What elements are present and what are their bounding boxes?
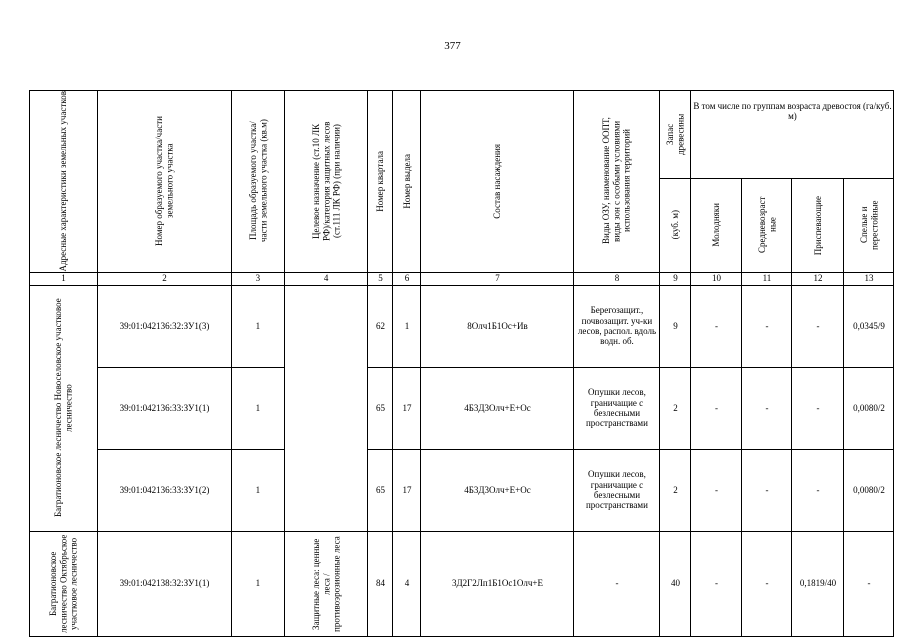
- purpose-cell: Защитные леса: ценные леса /противоэрозионные леса: [284, 531, 368, 636]
- header-zones: Виды ОЗУ, наименование ООПТ, виды зон с особыми условиями использования территорий: [574, 91, 660, 273]
- header-parcel-number: Номер образуемого участка/части земельного участка: [98, 91, 232, 273]
- table-row: [30, 285, 894, 367]
- header-allotment: Номер выдела: [393, 91, 421, 273]
- column-number: 7: [421, 272, 574, 285]
- quarter-cell: 65: [368, 367, 393, 449]
- area-cell: 1: [232, 531, 285, 636]
- parcel-cell: 39:01:042138:32:ЗУ1(1): [98, 531, 232, 636]
- area-cell: 1: [232, 367, 285, 449]
- header-address: Адресные характеристики земельных участков: [30, 91, 98, 273]
- zones-cell: Берегозащит., почвозащит. уч-ки лесов, распол. вдоль водн. об.: [574, 285, 660, 367]
- middle-cell: -: [742, 285, 792, 367]
- composition-cell: 4Б3Д3Олч+Е+Ос: [421, 449, 574, 531]
- header-mature: Спелые и перестойные: [844, 178, 894, 272]
- page-number: 377: [444, 40, 461, 52]
- maturing-cell: -: [792, 285, 844, 367]
- quarter-cell: 62: [368, 285, 393, 367]
- column-number: 5: [368, 272, 393, 285]
- young-cell: -: [691, 531, 742, 636]
- parcel-cell: 39:01:042136:33:ЗУ1(1): [98, 367, 232, 449]
- header-age-groups: В том числе по группам возраста древостоя (га/куб. м): [691, 91, 894, 179]
- header-middle-aged: Средневозраст ные: [742, 178, 792, 272]
- zones-cell: Опушки лесов, граничащие с безлесными пространствами: [574, 449, 660, 531]
- header-young: Молодняки: [691, 178, 742, 272]
- area-cell: 1: [232, 449, 285, 531]
- column-number: 12: [792, 272, 844, 285]
- column-number: 1: [30, 272, 98, 285]
- header-stock-unit: (куб. м): [660, 178, 691, 272]
- mature-cell: 0,0345/9: [844, 285, 894, 367]
- composition-cell: 4Б3Д3Олч+Е+Ос: [421, 367, 574, 449]
- header-composition: Состав насаждения: [421, 91, 574, 273]
- middle-cell: -: [742, 531, 792, 636]
- forest-parcels-table: [29, 90, 894, 637]
- zones-cell: -: [574, 531, 660, 636]
- table-row: [30, 531, 894, 636]
- header-maturing: Приспевающие: [792, 178, 844, 272]
- mature-cell: 0,0080/2: [844, 449, 894, 531]
- young-cell: -: [691, 285, 742, 367]
- mature-cell: 0,0080/2: [844, 367, 894, 449]
- maturing-cell: -: [792, 449, 844, 531]
- quarter-cell: 65: [368, 449, 393, 531]
- column-number: 13: [844, 272, 894, 285]
- table-row: [30, 367, 894, 449]
- allotment-cell: 17: [393, 367, 421, 449]
- column-number: 11: [742, 272, 792, 285]
- stock-cell: 9: [660, 285, 691, 367]
- maturing-cell: -: [792, 367, 844, 449]
- column-number: 4: [284, 272, 368, 285]
- maturing-cell: 0,1819/40: [792, 531, 844, 636]
- quarter-cell: 84: [368, 531, 393, 636]
- column-number: 6: [393, 272, 421, 285]
- young-cell: -: [691, 367, 742, 449]
- header-quarter: Номер квартала: [368, 91, 393, 273]
- allotment-cell: 1: [393, 285, 421, 367]
- table-row: [30, 449, 894, 531]
- header-stock: Запас древесины: [660, 91, 691, 179]
- zones-cell: Опушки лесов, граничащие с безлесными пространствами: [574, 367, 660, 449]
- column-number: 9: [660, 272, 691, 285]
- composition-cell: 8Олч1Б1Ос+Ив: [421, 285, 574, 367]
- column-numbers-row: [30, 272, 894, 285]
- address-cell: Багратионовское лесничество Новоселовское участковое лесничество: [30, 285, 98, 531]
- header-area: Площадь образуемого участка/части земельного участка (кв.м): [232, 91, 285, 273]
- allotment-cell: 17: [393, 449, 421, 531]
- middle-cell: -: [742, 449, 792, 531]
- purpose-cell-empty: [284, 285, 368, 531]
- composition-cell: 3Д2Г2Лп1Б1Ос1Олч+Е: [421, 531, 574, 636]
- mature-cell: -: [844, 531, 894, 636]
- stock-cell: 40: [660, 531, 691, 636]
- stock-cell: 2: [660, 367, 691, 449]
- column-number: 3: [232, 272, 285, 285]
- middle-cell: -: [742, 367, 792, 449]
- column-number: 10: [691, 272, 742, 285]
- young-cell: -: [691, 449, 742, 531]
- parcel-cell: 39:01:042136:33:ЗУ1(2): [98, 449, 232, 531]
- column-number: 8: [574, 272, 660, 285]
- allotment-cell: 4: [393, 531, 421, 636]
- stock-cell: 2: [660, 449, 691, 531]
- header-purpose: Целевое назначение (ст.10 ЛК РФ)/категория защитных лесов (ст.111 ЛК РФ) (при наличии): [284, 91, 368, 273]
- parcel-cell: 39:01:042136:32:ЗУ1(3): [98, 285, 232, 367]
- area-cell: 1: [232, 285, 285, 367]
- column-number: 2: [98, 272, 232, 285]
- address-cell: Багратионовское лесничество Октябрьское участковое лесничество: [30, 531, 98, 636]
